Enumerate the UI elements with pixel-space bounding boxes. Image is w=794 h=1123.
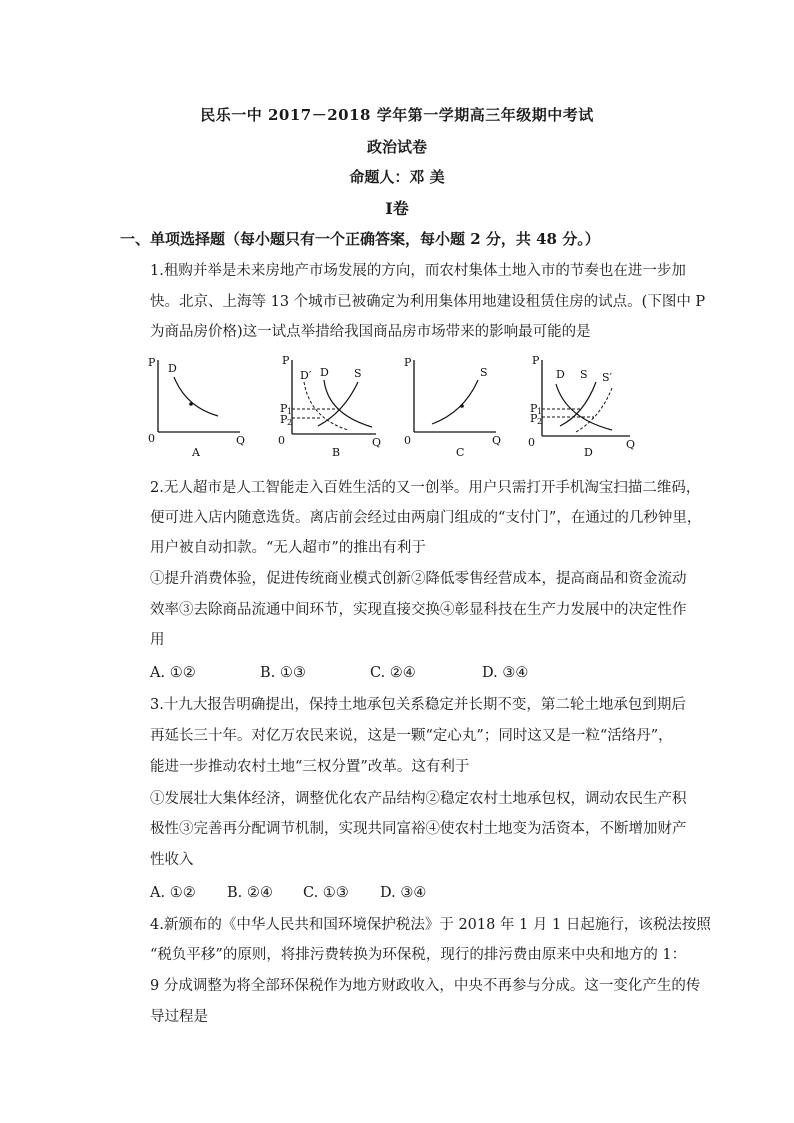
graph-a-q-label: Q [236, 434, 246, 447]
q4-line-2: “税负平移”的原则，将排污费转换为环保税，现行的排污费由原来中央和地方的 1： [150, 947, 687, 963]
exam-title: 民乐一中 2017－2018 学年第一学期高三年级期中考试 [200, 106, 594, 124]
q1-line-1: 1.租购并举是未来房地产市场发展的方向，而农村集体土地入市的节奏也在进一步加 [150, 263, 686, 279]
exam-author: 命题人：邓 美 [349, 168, 445, 186]
graph-c-letter: C [456, 446, 465, 459]
q2-line-3: 用户被自动扣款。“无人超市”的推出有利于 [150, 540, 426, 556]
graph-c-q-label: Q [492, 434, 502, 447]
graph-d-p-label: P [532, 354, 540, 367]
graph-b-p-label: P [282, 354, 290, 367]
graph-c-s-label: S [480, 366, 488, 379]
q2-line-6: 用 [150, 632, 165, 648]
q2-line-5: 效率③去除商品流通中间环节，实现直接交换④彰显科技在生产力发展中的决定性作 [150, 602, 687, 618]
graph-b-p1-label: P [280, 402, 288, 415]
q2-option-d[interactable]: D. ③④ [482, 665, 529, 681]
q3-line-6: 性收入 [150, 852, 194, 868]
q3-line-4: ①发展壮大集体经济，调整优化农产品结构②稳定农村土地承包权，调动农民生产积 [150, 791, 687, 807]
graph-b [274, 352, 384, 462]
q4-line-1: 4.新颁布的《中华人民共和国环境保护税法》于 2018 年 1 月 1 日起施行，该税法按照 [150, 917, 711, 933]
q3-line-3: 能进一步推动农村土地“三权分置”改革。这有利于 [150, 759, 470, 775]
graph-b-s-label: S [354, 367, 362, 380]
graph-c-origin-label: 0 [404, 434, 411, 447]
graph-b-origin-label: 0 [278, 434, 285, 447]
graph-b-p2-label: P [280, 413, 288, 426]
graph-b-q-label: Q [372, 436, 382, 449]
graph-a-p-label: P [148, 356, 156, 369]
graph-b-letter: B [332, 446, 341, 459]
graph-a-d-label: D [168, 362, 177, 375]
graph-d-origin-label: 0 [528, 436, 535, 449]
graph-d-p2-sub: 2 [537, 417, 543, 426]
graph-d-p1-label: P [530, 402, 538, 415]
q2-option-c[interactable]: C. ②④ [370, 665, 416, 681]
q2-option-a[interactable]: A. ①② [150, 665, 196, 681]
q3-line-2: 再延长三十年。对亿万农民来说，这是一颗“定心丸”；同时这又是一粒“活络丹”， [150, 728, 673, 744]
graph-d-q-label: Q [626, 438, 636, 451]
graph-b-p2-sub: 2 [287, 418, 293, 427]
q4-line-3: 9 分成调整为将全部环保税作为地方财政收入，中央不再参与分成。这一变化产生的传 [150, 978, 701, 994]
graph-d-s2-label: S′ [602, 371, 613, 384]
q2-line-4: ①提升消费体验，促进传统商业模式创新②降低零售经营成本，提高商品和资金流动 [150, 571, 687, 587]
q3-option-d[interactable]: D. ③④ [380, 885, 427, 901]
q1-line-3: 为商品房价格)这一试点举措给我国商品房市场带来的影响最可能的是 [150, 324, 591, 340]
graph-c [402, 352, 502, 462]
graph-a-letter: A [192, 446, 200, 459]
graph-d [526, 352, 641, 462]
q2-options [150, 663, 528, 683]
graph-b-p1-sub: 1 [287, 407, 293, 416]
graph-b-d2-label: D′ [300, 369, 312, 382]
q1-line-2: 快。北京、上海等 13 个城市已被确定为利用集体用地建设租赁住房的试点。(下图中 P [150, 294, 706, 310]
q2-line-1: 2.无人超市是人工智能走入百姓生活的又一创举。用户只需打开手机淘宝扫描二维码， [150, 480, 701, 496]
q3-line-1: 3.十九大报告明确提出，保持土地承包关系稳定并长期不变，第二轮土地承包到期后 [150, 697, 686, 713]
graph-d-p2-label: P [530, 412, 538, 425]
q1-graphs [148, 352, 648, 462]
graph-b-d-label: D [320, 366, 329, 379]
graph-d-p1-sub: 1 [537, 407, 543, 416]
q3-line-5: 极性③完善再分配调节机制，实现共同富裕④使农村土地变为活资本，不断增加财产 [150, 821, 687, 837]
q2-line-2: 便可进入店内随意选货。离店前会经过由两扇门组成的“支付门”，在通过的几秒钟里， [150, 510, 702, 526]
exam-subject: 政治试卷 [366, 138, 427, 156]
q2-option-b[interactable]: B. ①③ [260, 665, 306, 681]
q3-option-b[interactable]: B. ②④ [227, 885, 273, 901]
graph-a [148, 352, 248, 462]
q4-line-4: 导过程是 [150, 1009, 208, 1025]
graph-c-p-label: P [404, 356, 412, 369]
graph-d-letter: D [584, 446, 593, 459]
q3-option-a[interactable]: A. ①② [150, 885, 196, 901]
graph-d-s-label: S [580, 368, 588, 381]
graph-d-d-label: D [556, 368, 565, 381]
section-heading: 一、单项选择题（每小题只有一个正确答案，每小题 2 分，共 48 分。） [120, 230, 600, 248]
exam-volume: Ⅰ卷 [385, 199, 409, 218]
q3-option-c[interactable]: C. ①③ [303, 885, 349, 901]
q3-options [150, 883, 426, 903]
graph-a-origin-label: 0 [148, 432, 155, 445]
